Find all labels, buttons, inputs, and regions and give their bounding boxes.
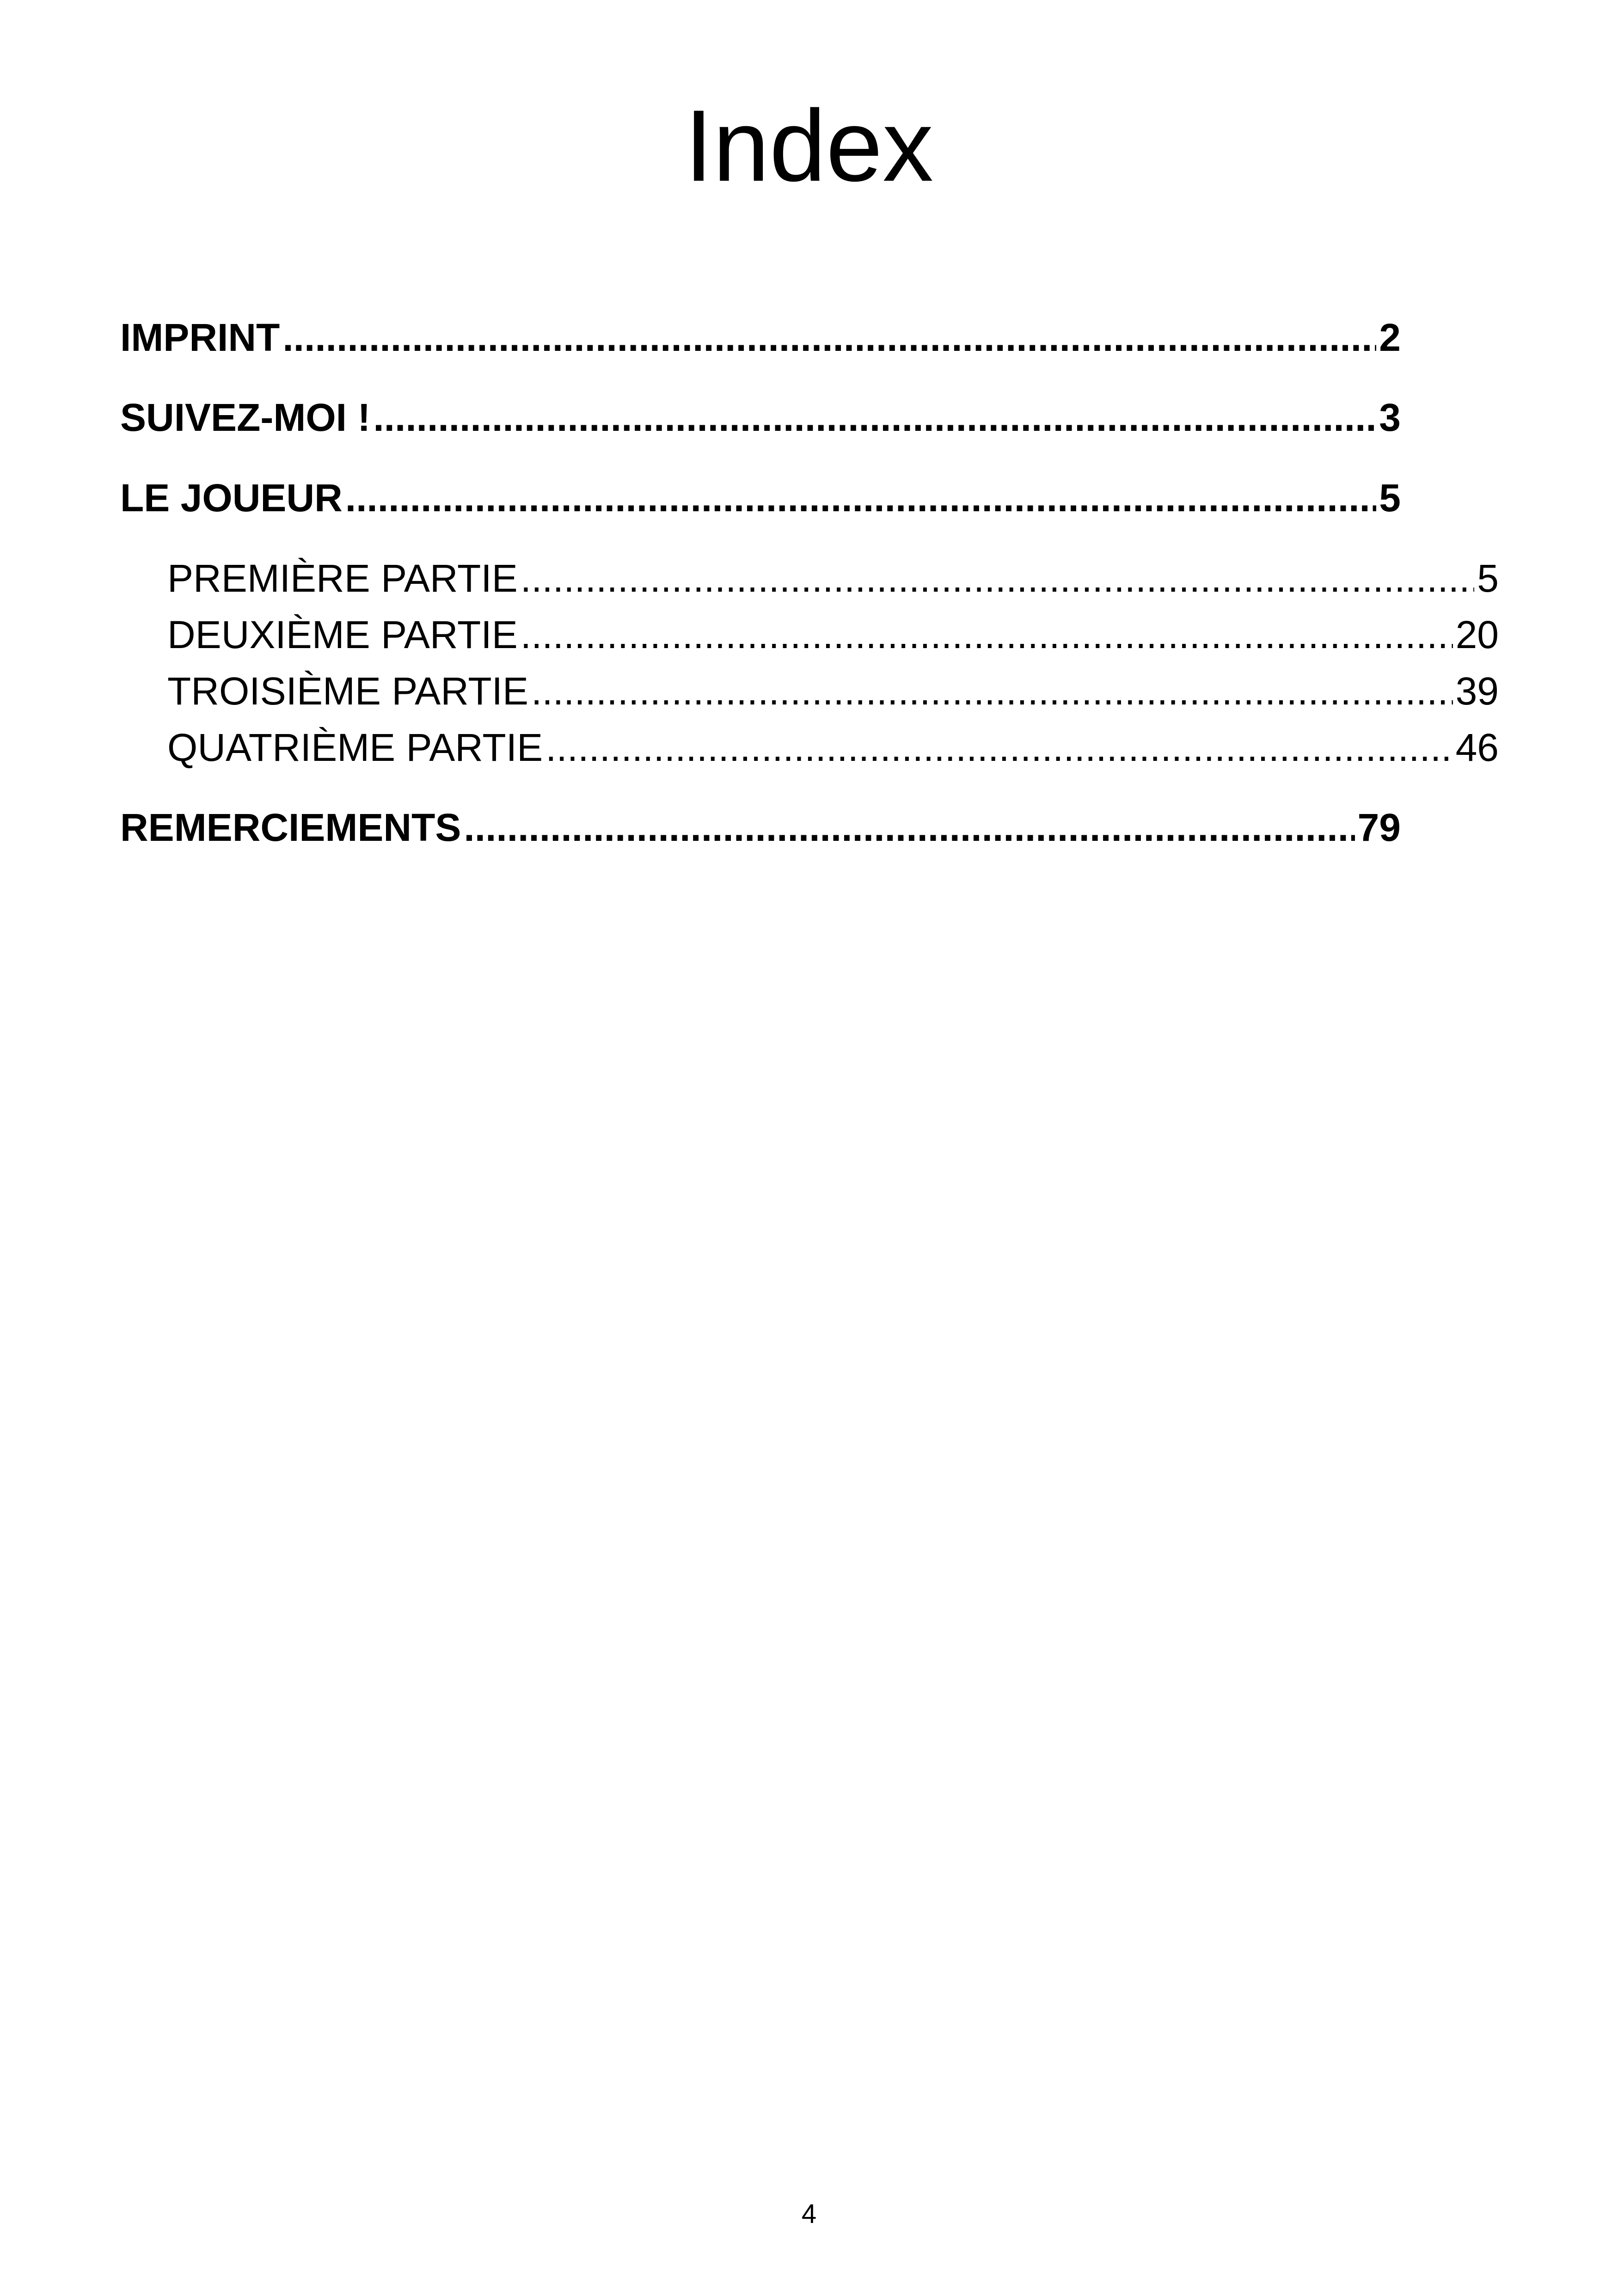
toc-dot-leader <box>545 722 1453 773</box>
toc-entry-remerciements[interactable] <box>120 802 1401 853</box>
toc-entry-deuxieme-partie[interactable] <box>167 609 1499 660</box>
toc-entry-page-number: 5 <box>1477 557 1499 600</box>
toc-dot-leader <box>282 312 1376 363</box>
toc-entry-le-joueur[interactable] <box>120 472 1401 523</box>
toc-entry-label: SUIVEZ-MOI ! <box>120 396 371 439</box>
toc-entry-label: REMERCIEMENTS <box>120 806 461 849</box>
toc-entry-page-number: 46 <box>1455 726 1499 769</box>
toc-dot-leader <box>531 666 1453 716</box>
toc-entry-label: IMPRINT <box>120 316 280 359</box>
toc-dot-leader <box>464 802 1354 853</box>
toc-entry-label: TROISIÈME PARTIE <box>167 669 529 713</box>
toc-entry-troisieme-partie[interactable] <box>167 666 1499 716</box>
toc-entry-label: DEUXIÈME PARTIE <box>167 613 518 656</box>
toc-entry-page-number: 79 <box>1357 806 1401 849</box>
page-title: Index <box>684 89 934 202</box>
toc-entry-imprint[interactable] <box>120 312 1401 363</box>
toc-entry-label: LE JOUEUR <box>120 476 343 520</box>
toc-entry-page-number: 20 <box>1455 613 1499 656</box>
toc-entry-page-number: 3 <box>1379 396 1401 439</box>
toc-entry-label: QUATRIÈME PARTIE <box>167 726 543 769</box>
toc-entry-page-number: 2 <box>1379 316 1401 359</box>
toc-entry-page-number: 5 <box>1379 476 1401 520</box>
toc-entry-page-number: 39 <box>1455 669 1499 713</box>
toc-entry-suivez-moi[interactable] <box>120 392 1401 443</box>
toc-dot-leader <box>521 553 1475 604</box>
toc-entry-premiere-partie[interactable] <box>167 553 1499 604</box>
toc-dot-leader <box>373 392 1376 443</box>
toc-dot-leader <box>521 609 1453 660</box>
toc-entry-quatrieme-partie[interactable] <box>167 722 1499 773</box>
toc-dot-leader <box>345 472 1377 523</box>
footer-page-number: 4 <box>801 2199 817 2229</box>
toc-entry-label: PREMIÈRE PARTIE <box>167 557 518 600</box>
